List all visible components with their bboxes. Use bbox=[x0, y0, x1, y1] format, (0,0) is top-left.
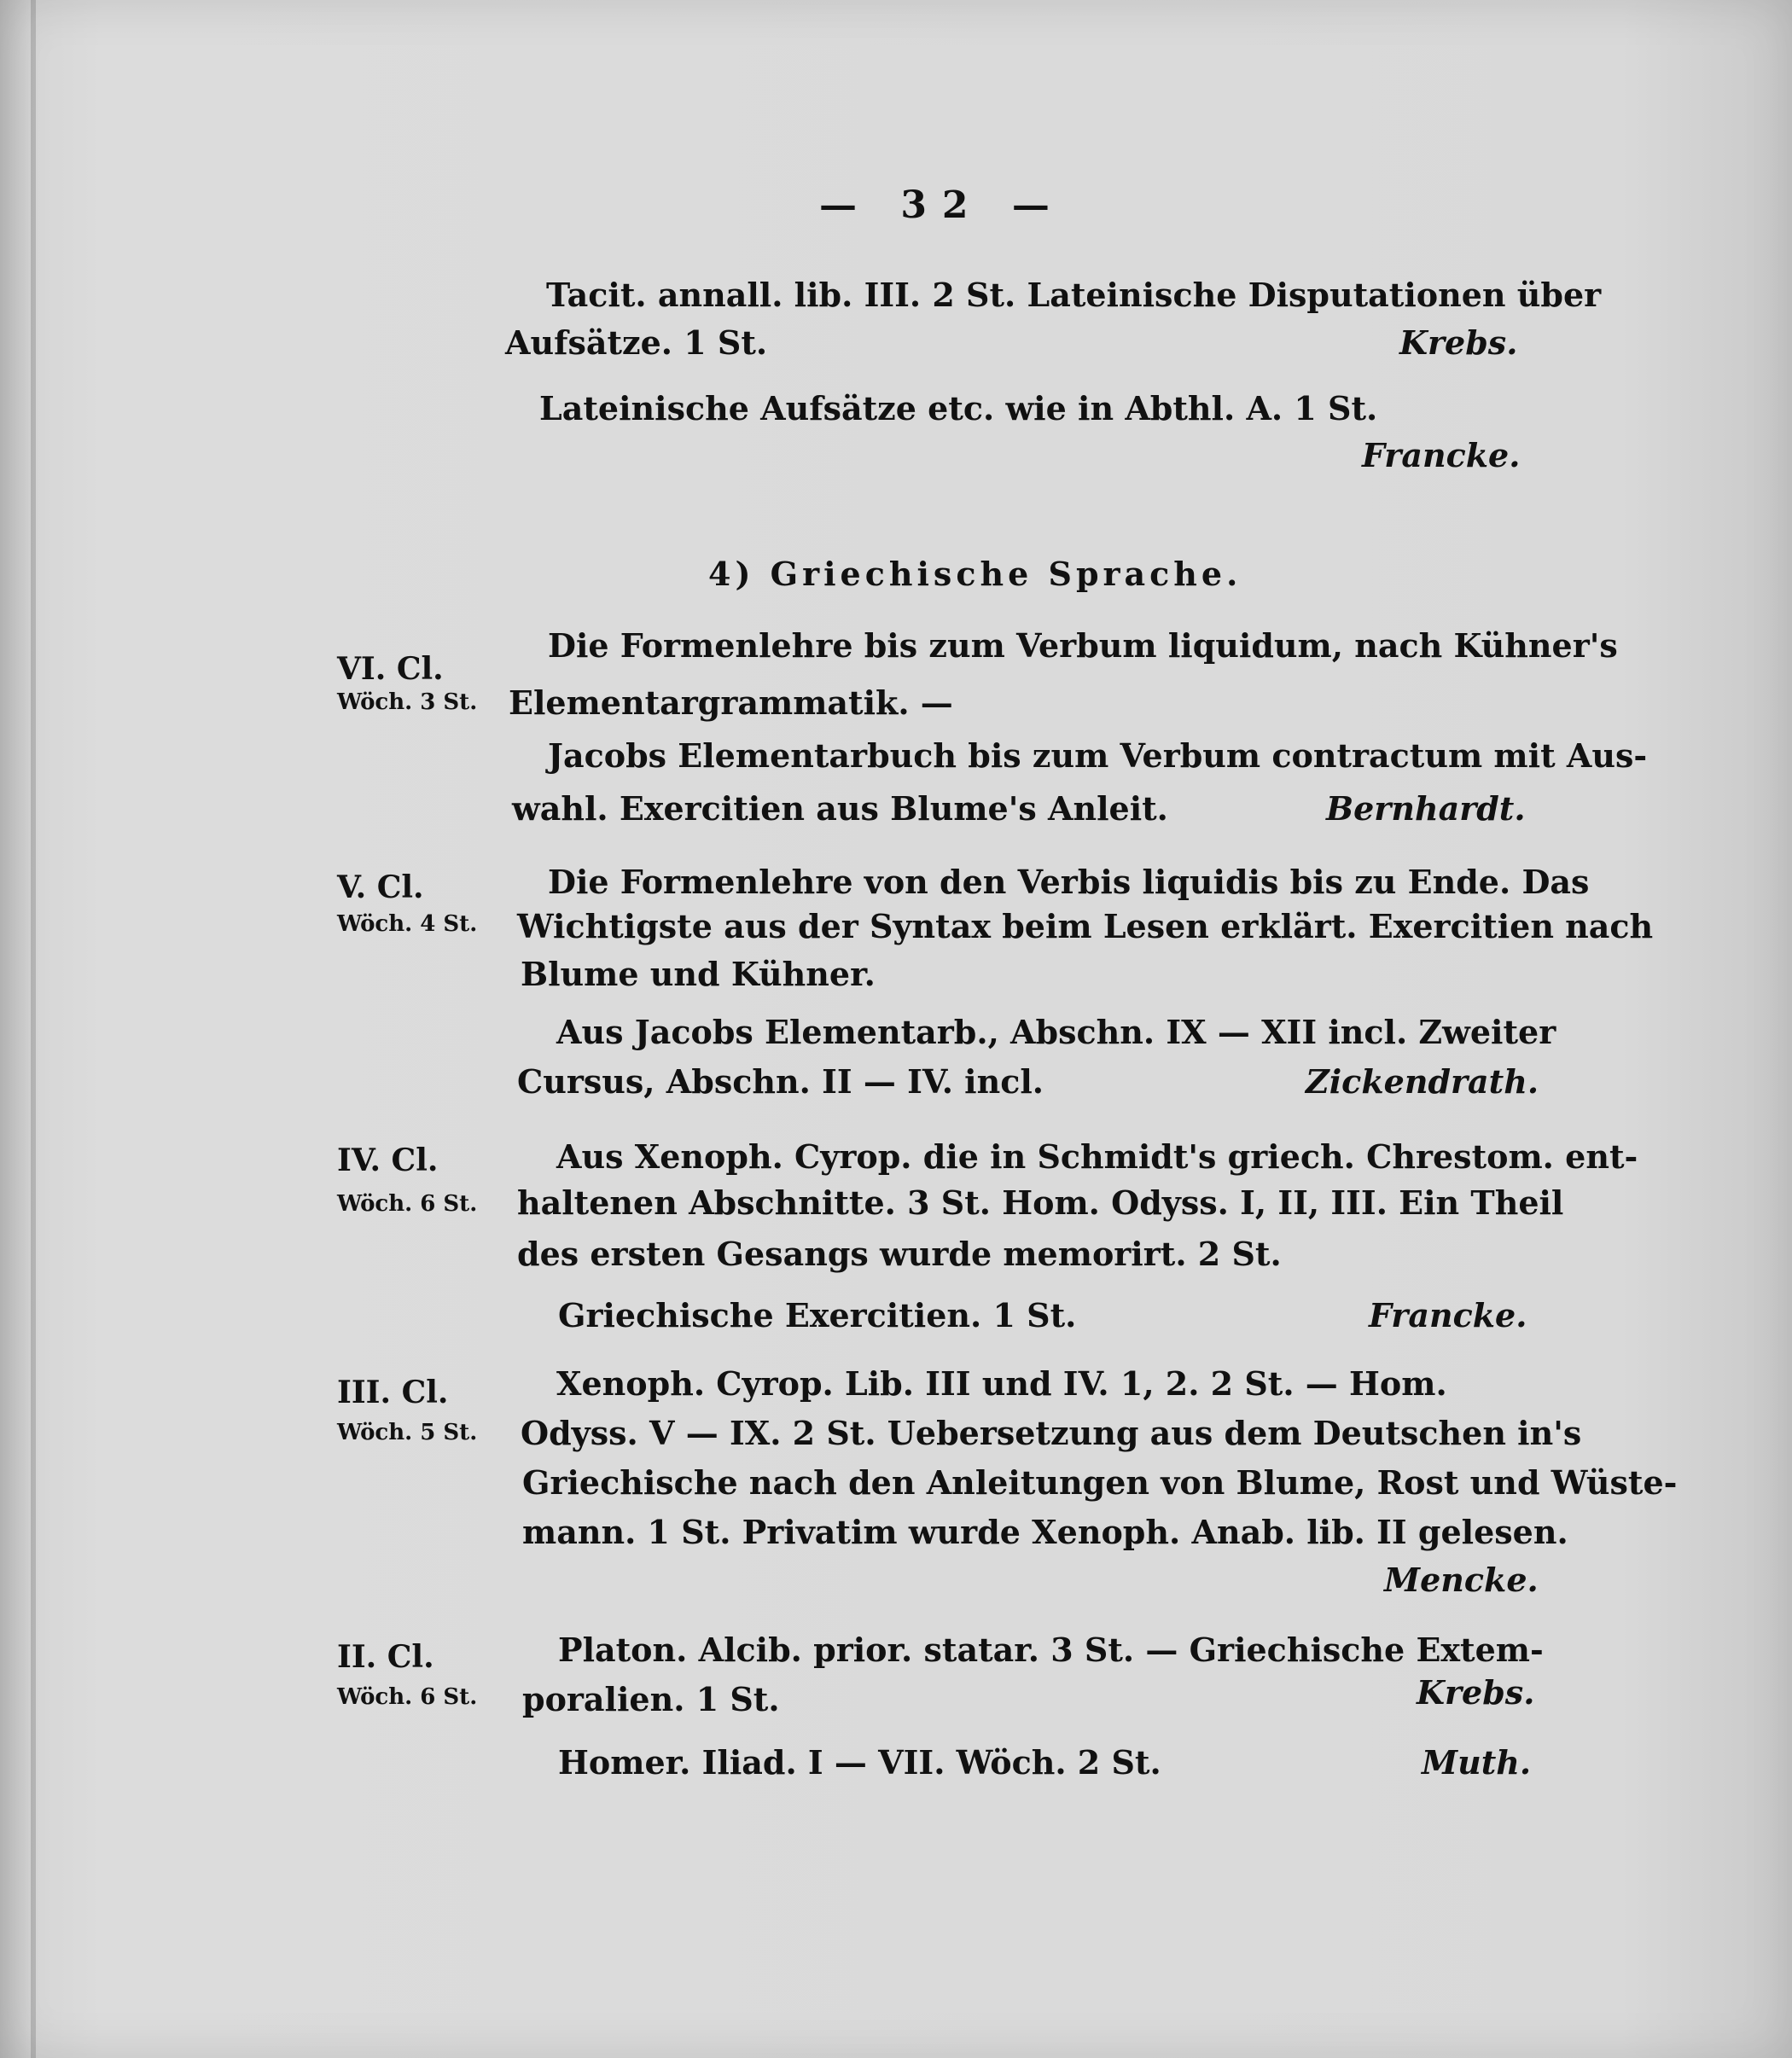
class-label-iv: IV. Cl. bbox=[337, 1142, 439, 1178]
ii-line-2: poralien. 1 St. bbox=[522, 1680, 780, 1718]
iii-line-4: mann. 1 St. Privatim wurde Xenoph. Anab. lib. II gelesen. bbox=[522, 1513, 1568, 1551]
class-hours-v: Wöch. 4 St. bbox=[337, 911, 478, 937]
class-hours-iv: Wöch. 6 St. bbox=[337, 1191, 478, 1217]
v-line-4: Aus Jacobs Elementarb., Abschn. IX — XII incl. Zweiter bbox=[556, 1013, 1556, 1051]
latin-line-3: Lateinische Aufsätze etc. wie in Abthl. A. 1 St. bbox=[539, 389, 1378, 427]
v-line-2: Wichtigste aus der Syntax beim Lesen erklärt. Exercitien nach bbox=[517, 907, 1654, 945]
latin-line-1: Tacit. annall. lib. III. 2 St. Lateinische Disputationen über bbox=[546, 276, 1602, 314]
iv-line-1: Aus Xenoph. Cyrop. die in Schmidt's griech. Chrestom. ent- bbox=[556, 1137, 1638, 1176]
ii-line-3: Homer. Iliad. I — VII. Wöch. 2 St. bbox=[558, 1743, 1161, 1782]
signature-krebs: Krebs. bbox=[1417, 1673, 1535, 1712]
signature-muth: Muth. bbox=[1422, 1743, 1532, 1782]
class-hours-ii: Wöch. 6 St. bbox=[337, 1684, 478, 1710]
v-line-3: Blume und Kühner. bbox=[521, 955, 876, 993]
page-gutter-shadow bbox=[31, 0, 36, 2058]
iii-line-1: Xenoph. Cyrop. Lib. III und IV. 1, 2. 2 St. — Hom. bbox=[556, 1364, 1447, 1403]
signature-francke: Francke. bbox=[1369, 1296, 1527, 1334]
vi-line-4: wahl. Exercitien aus Blume's Anleit. bbox=[512, 789, 1168, 828]
iv-line-2: haltenen Abschnitte. 3 St. Hom. Odyss. I, II, III. Ein Theil bbox=[517, 1183, 1564, 1222]
vi-line-3: Jacobs Elementarbuch bis zum Verbum contractum mit Aus- bbox=[548, 736, 1648, 775]
v-line-5: Cursus, Abschn. II — IV. incl. bbox=[517, 1062, 1044, 1101]
iii-line-2: Odyss. V — IX. 2 St. Uebersetzung aus dem Deutschen in's bbox=[521, 1414, 1582, 1452]
class-hours-iii: Wöch. 5 St. bbox=[337, 1420, 478, 1445]
signature-francke-latin: Francke. bbox=[1362, 436, 1521, 474]
class-label-ii: II. Cl. bbox=[337, 1639, 434, 1675]
iv-line-4: Griechische Exercitien. 1 St. bbox=[558, 1296, 1077, 1334]
class-hours-vi: Wöch. 3 St. bbox=[337, 689, 478, 715]
signature-bernhardt: Bernhardt. bbox=[1326, 789, 1526, 828]
vi-line-1: Die Formenlehre bis zum Verbum liquidum, nach Kühner's bbox=[548, 626, 1618, 665]
ii-line-1: Platon. Alcib. prior. statar. 3 St. — Griechische Extem- bbox=[558, 1631, 1544, 1669]
latin-line-2: Aufsätze. 1 St. bbox=[505, 323, 768, 362]
signature-krebs-latin: Krebs. bbox=[1399, 323, 1518, 362]
v-line-1: Die Formenlehre von den Verbis liquidis bis zu Ende. Das bbox=[548, 863, 1590, 901]
class-label-iii: III. Cl. bbox=[337, 1375, 449, 1410]
iv-line-3: des ersten Gesangs wurde memorirt. 2 St. bbox=[517, 1235, 1282, 1273]
vi-line-2: Elementargrammatik. — bbox=[509, 683, 953, 722]
signature-mencke: Mencke. bbox=[1384, 1561, 1539, 1599]
class-label-v: V. Cl. bbox=[337, 869, 424, 905]
section-heading: 4) Griechische Sprache. bbox=[708, 555, 1242, 593]
page-number: — 32 — bbox=[819, 183, 1065, 227]
signature-zickendrath: Zickendrath. bbox=[1306, 1062, 1539, 1101]
iii-line-3: Griechische nach den Anleitungen von Blume, Rost und Wüste- bbox=[522, 1463, 1678, 1502]
class-label-vi: VI. Cl. bbox=[337, 651, 444, 687]
